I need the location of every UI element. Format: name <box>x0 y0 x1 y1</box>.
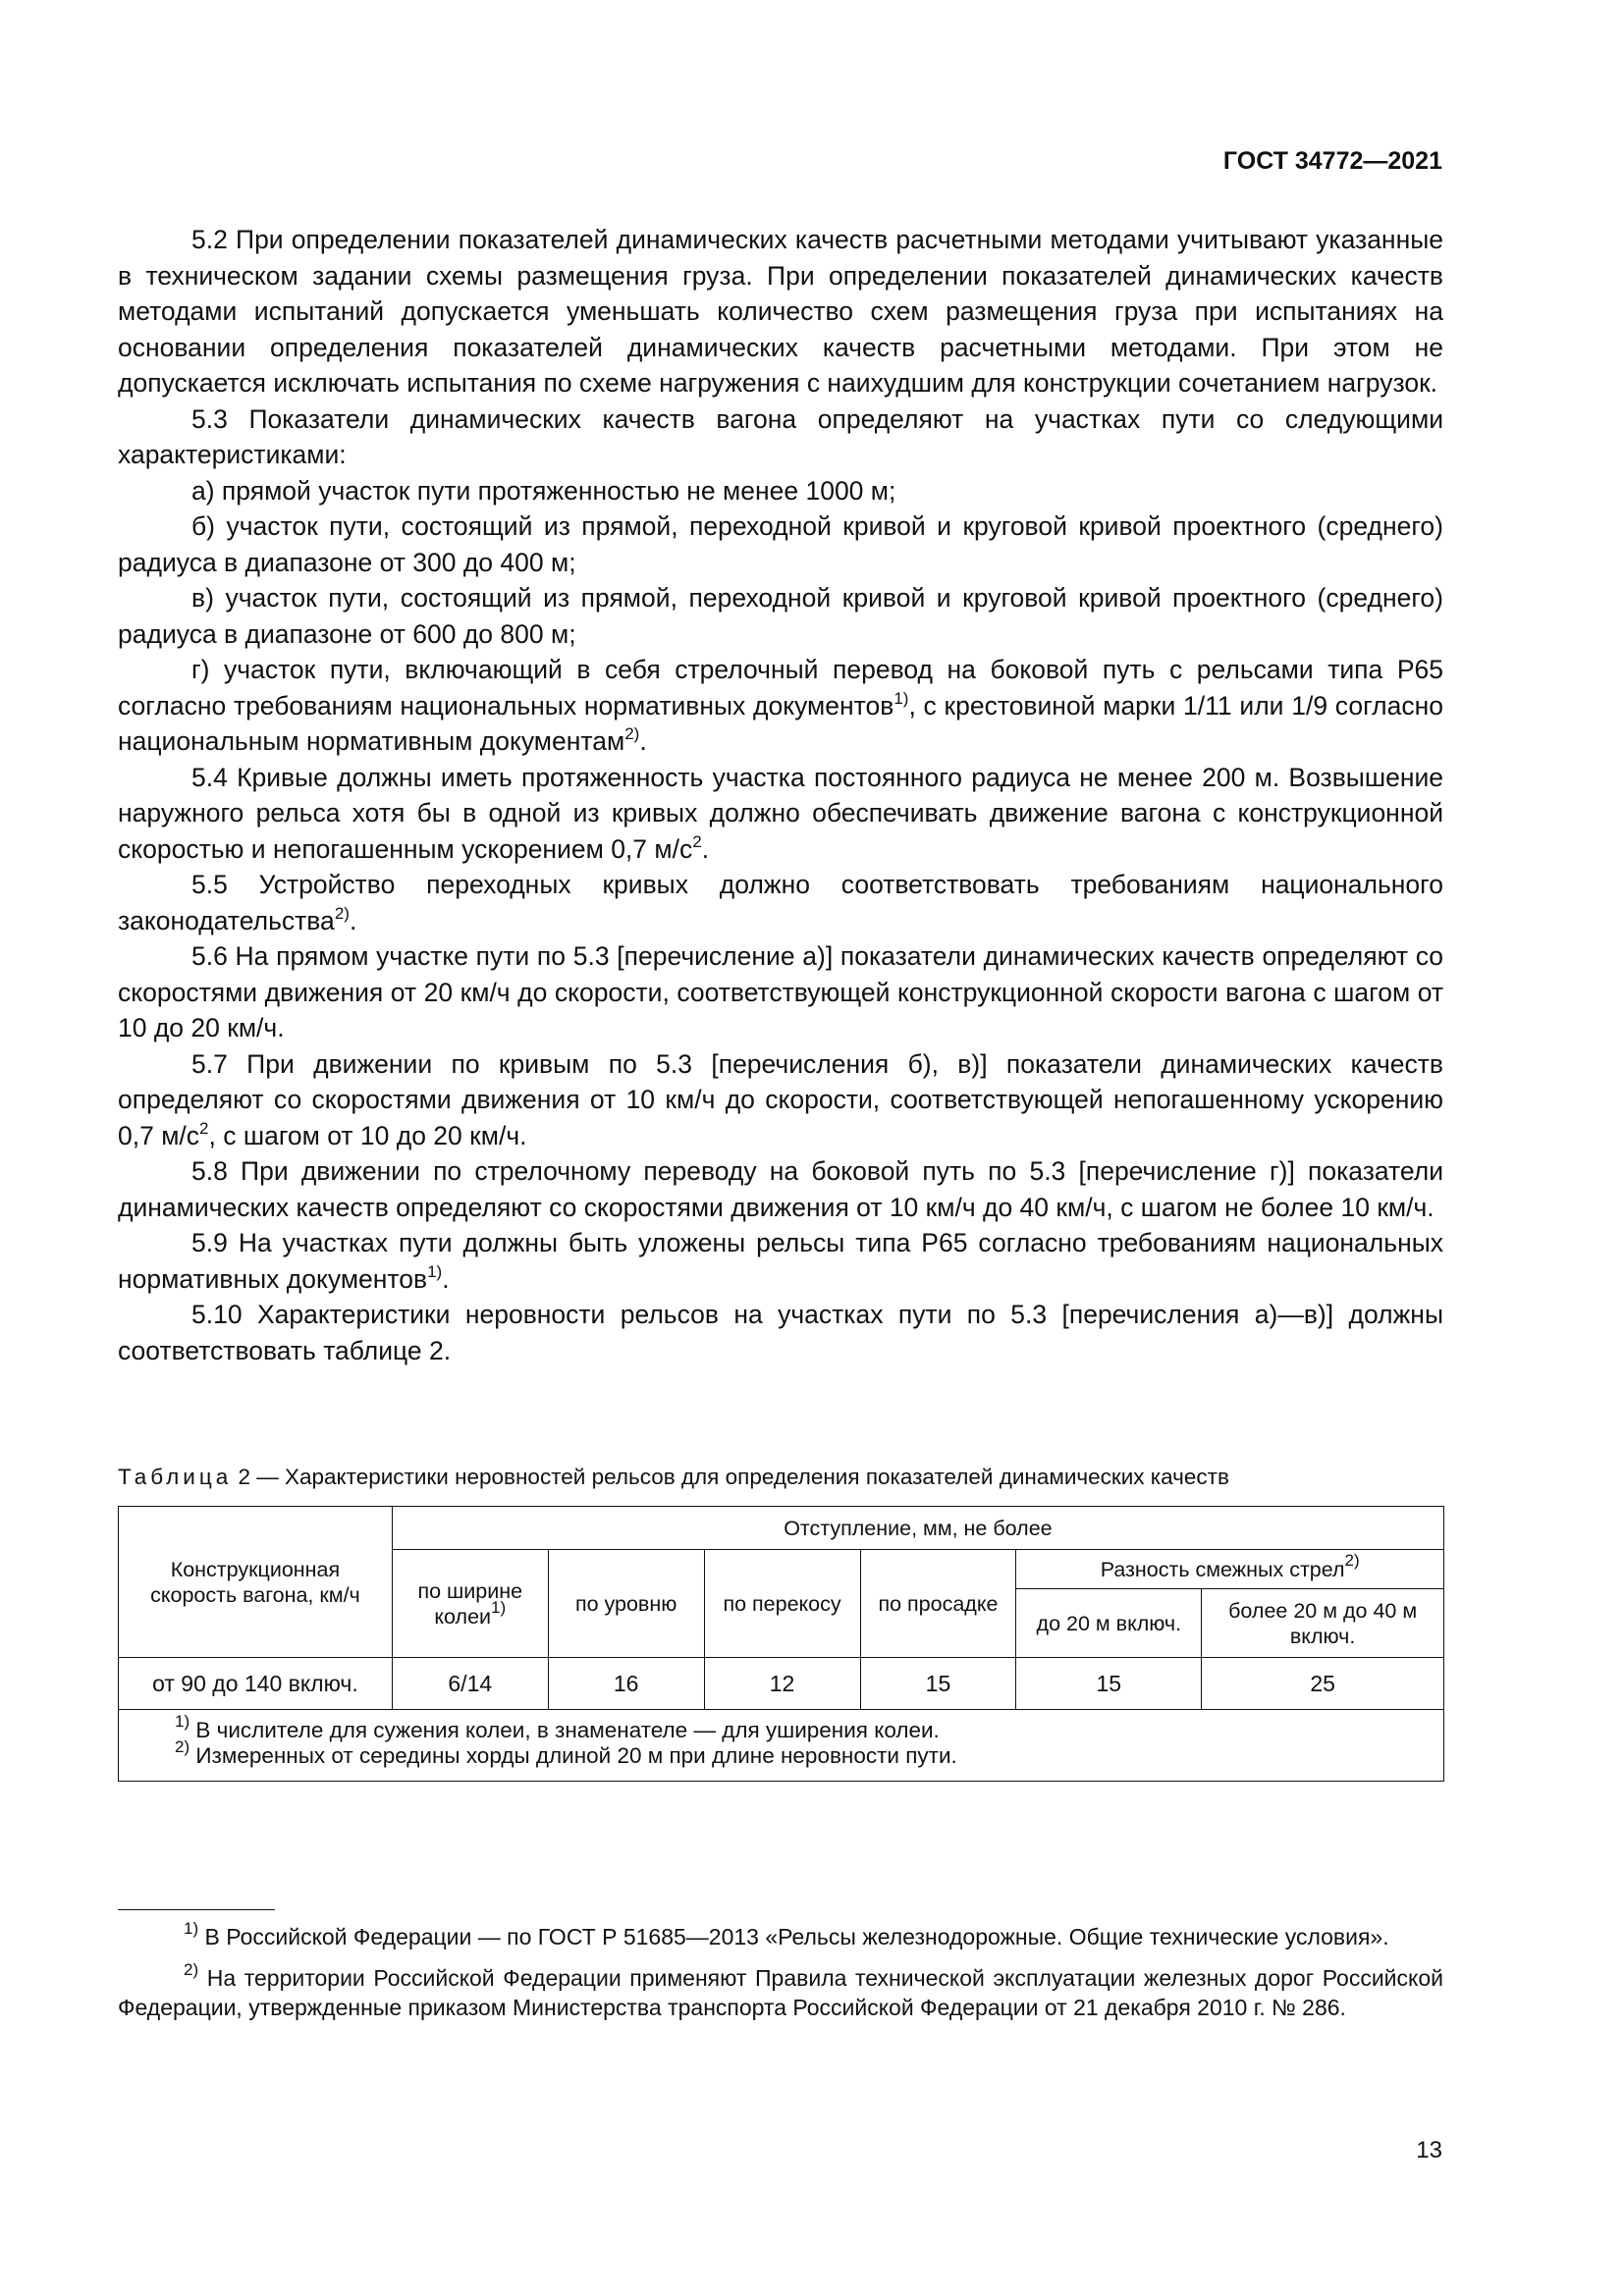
table-caption <box>118 1463 1453 1492</box>
footnote-ref-2: 2) <box>334 903 350 923</box>
footnote-ref-2: 2) <box>1344 1550 1360 1570</box>
header-level: по уровню <box>548 1550 704 1658</box>
standard-header: ГОСТ 34772—2021 <box>1222 147 1442 175</box>
cell-speed: от 90 до 140 включ. <box>119 1658 393 1710</box>
paragraph-5-6: 5.6 На прямом участке пути по 5.3 [перечисление а)] показатели динамических качеств определяют со скоростями движения от 20 км/ч до скорости, соответствующей конструкционной скорости вагона с шагом от 10 до 20 км/ч. <box>118 941 1443 1042</box>
footnote-ref-1: 1) <box>427 1261 443 1281</box>
paragraph-5-3: 5.3 Показатели динамических качеств вагона определяют на участках пути со следующими характеристиками: <box>118 403 1443 469</box>
table-notes <box>119 1710 1444 1782</box>
header-20-to-40: более 20 м до 40 м включ. <box>1202 1589 1444 1658</box>
footnote-ref-2: 2) <box>624 724 640 743</box>
paragraph-5-2: 5.2 При определении показателей динамических качеств расчетными методами учитывают указанные в техническом задании схемы размещения груза. При определении показателей динамических качеств методами испытаний допускается уменьшать количество схем размещения груза при испытаниях на основании определения показателей динамических качеств расчетными методами. При этом не допускается исключать испытания по схеме нагружения с наихудшим для конструкции сочетанием нагрузок. <box>118 225 1443 398</box>
period: . <box>701 833 710 864</box>
paragraph-5-7-text-2: , с шагом от 10 до 20 км/ч. <box>208 1120 527 1150</box>
paragraph-5-9 <box>118 1225 1443 1297</box>
paragraph-5-9-text: 5.9 На участках пути должны быть уложены рельсы типа Р65 согласно требованиям национальных нормативных документов <box>118 1228 1443 1294</box>
period: . <box>349 905 357 935</box>
cell-gauge: 6/14 <box>392 1658 548 1710</box>
header-difference-text: Разность смежных стрел <box>1100 1557 1345 1581</box>
paragraph-5-7-text-1: 5.7 При движении по кривым по 5.3 [перечисления б), в)] показатели динамических качеств определяют со скоростями движения от 10 км/ч до скорости, соответствующей непогашенному ускорению 0,7 м/с <box>118 1048 1443 1150</box>
footnote-marker-1: 1) <box>184 1919 199 1938</box>
header-difference <box>1016 1550 1444 1589</box>
paragraph-5-10: 5.10 Характеристики неровности рельсов на участках пути по 5.3 [перечисления а)—в)] должны соответствовать таблице 2. <box>118 1300 1443 1365</box>
header-deviation: Отступление, мм, не более <box>392 1507 1443 1550</box>
superscript-square: 2 <box>199 1118 209 1138</box>
cell-level: 16 <box>548 1658 704 1710</box>
rail-irregularity-table <box>118 1506 1444 1782</box>
table-note-2 <box>175 1737 1443 1769</box>
header-gauge-text: по ширине колеи <box>417 1578 523 1629</box>
footnote-ref-1: 1) <box>491 1597 507 1617</box>
table-caption-word: Таблица <box>118 1465 233 1489</box>
cell-up-to-20: 15 <box>1016 1658 1202 1710</box>
footnote-2 <box>118 1960 1443 2022</box>
footnote-1 <box>118 1919 1443 1951</box>
cell-skew: 12 <box>704 1658 860 1710</box>
header-up-to-20: до 20 м включ. <box>1016 1589 1202 1658</box>
period: . <box>442 1263 450 1294</box>
paragraph-5-7 <box>118 1046 1443 1154</box>
footnotes <box>118 1919 1443 2034</box>
table-row <box>119 1658 1444 1710</box>
main-text <box>118 222 1443 1368</box>
footnote-2-text: На территории Российской Федерации применяют Правила технической эксплуатации железных дорог Российской Федерации, утвержденные приказом Министерства транспорта Российской Федерации от 21 декабря 2010 г. № 286. <box>118 1965 1443 2020</box>
paragraph-5-4 <box>118 760 1443 868</box>
footnote-1-text: В Российской Федерации — по ГОСТ Р 51685—2013 «Рельсы железнодорожные. Общие технические условия». <box>198 1924 1389 1949</box>
cell-sag: 15 <box>860 1658 1016 1710</box>
list-item-g-text-1: г) участок пути, включающий в себя стрелочный перевод на боковой путь с рельсами типа Р65 согласно требованиям национальных нормативных документов <box>118 655 1443 721</box>
footnote-ref-2: 2) <box>175 1737 190 1756</box>
paragraph-5-8: 5.8 При движении по стрелочному переводу на боковой путь по 5.3 [перечисление г)] показатели динамических качеств определяют со скоростями движения от 10 км/ч до 40 км/ч, с шагом не более 10 км/ч. <box>118 1156 1443 1222</box>
footnote-ref-1: 1) <box>893 688 909 708</box>
superscript-square: 2 <box>692 831 702 851</box>
table-note-1-text: В числителе для сужения колеи, в знаменателе — для уширения колеи. <box>189 1718 940 1742</box>
paragraph-5-5 <box>118 867 1443 938</box>
table-note-1 <box>175 1712 1443 1743</box>
footnote-ref-1: 1) <box>175 1712 190 1731</box>
list-item-a: а) прямой участок пути протяженностью не менее 1000 м; <box>191 475 896 506</box>
table-caption-text: 2 — Характеристики неровностей рельсов для определения показателей динамических качеств <box>232 1465 1229 1489</box>
list-item-b: б) участок пути, состоящий из прямой, переходной кривой и круговой кривой проектного (среднего) радиуса в диапазоне от 300 до 400 м; <box>118 511 1443 577</box>
header-sag: по просадке <box>860 1550 1016 1658</box>
page-number: 13 <box>1416 2137 1442 2163</box>
table-note-2-text: Измеренных от середины хорды длиной 20 м при длине неровности пути. <box>189 1743 957 1768</box>
header-speed: Конструкционная скорость вагона, км/ч <box>119 1507 393 1658</box>
header-gauge <box>392 1550 548 1658</box>
period: . <box>639 726 647 756</box>
list-item-v: в) участок пути, состоящий из прямой, переходной кривой и круговой кривой проектного (среднего) радиуса в диапазоне от 600 до 800 м; <box>118 583 1443 649</box>
list-item-g-text-2: , с крестовиной марки 1/11 или 1/9 согласно национальным нормативным документам <box>118 690 1443 756</box>
cell-20-to-40: 25 <box>1202 1658 1444 1710</box>
paragraph-5-4-text: 5.4 Кривые должны иметь протяженность участка постоянного радиуса не менее 200 м. Возвышение наружного рельса хотя бы в одной из кривых должно обеспечивать движение вагона с конструкционной скоростью и непогашенным ускорением 0,7 м/с <box>118 762 1443 864</box>
footnote-divider <box>118 1909 275 1910</box>
paragraph-5-5-text: 5.5 Устройство переходных кривых должно соответствовать требованиям национального законодательства <box>118 870 1443 935</box>
header-skew: по перекосу <box>704 1550 860 1658</box>
list-item-g <box>118 652 1443 760</box>
footnote-marker-2: 2) <box>184 1960 199 1979</box>
